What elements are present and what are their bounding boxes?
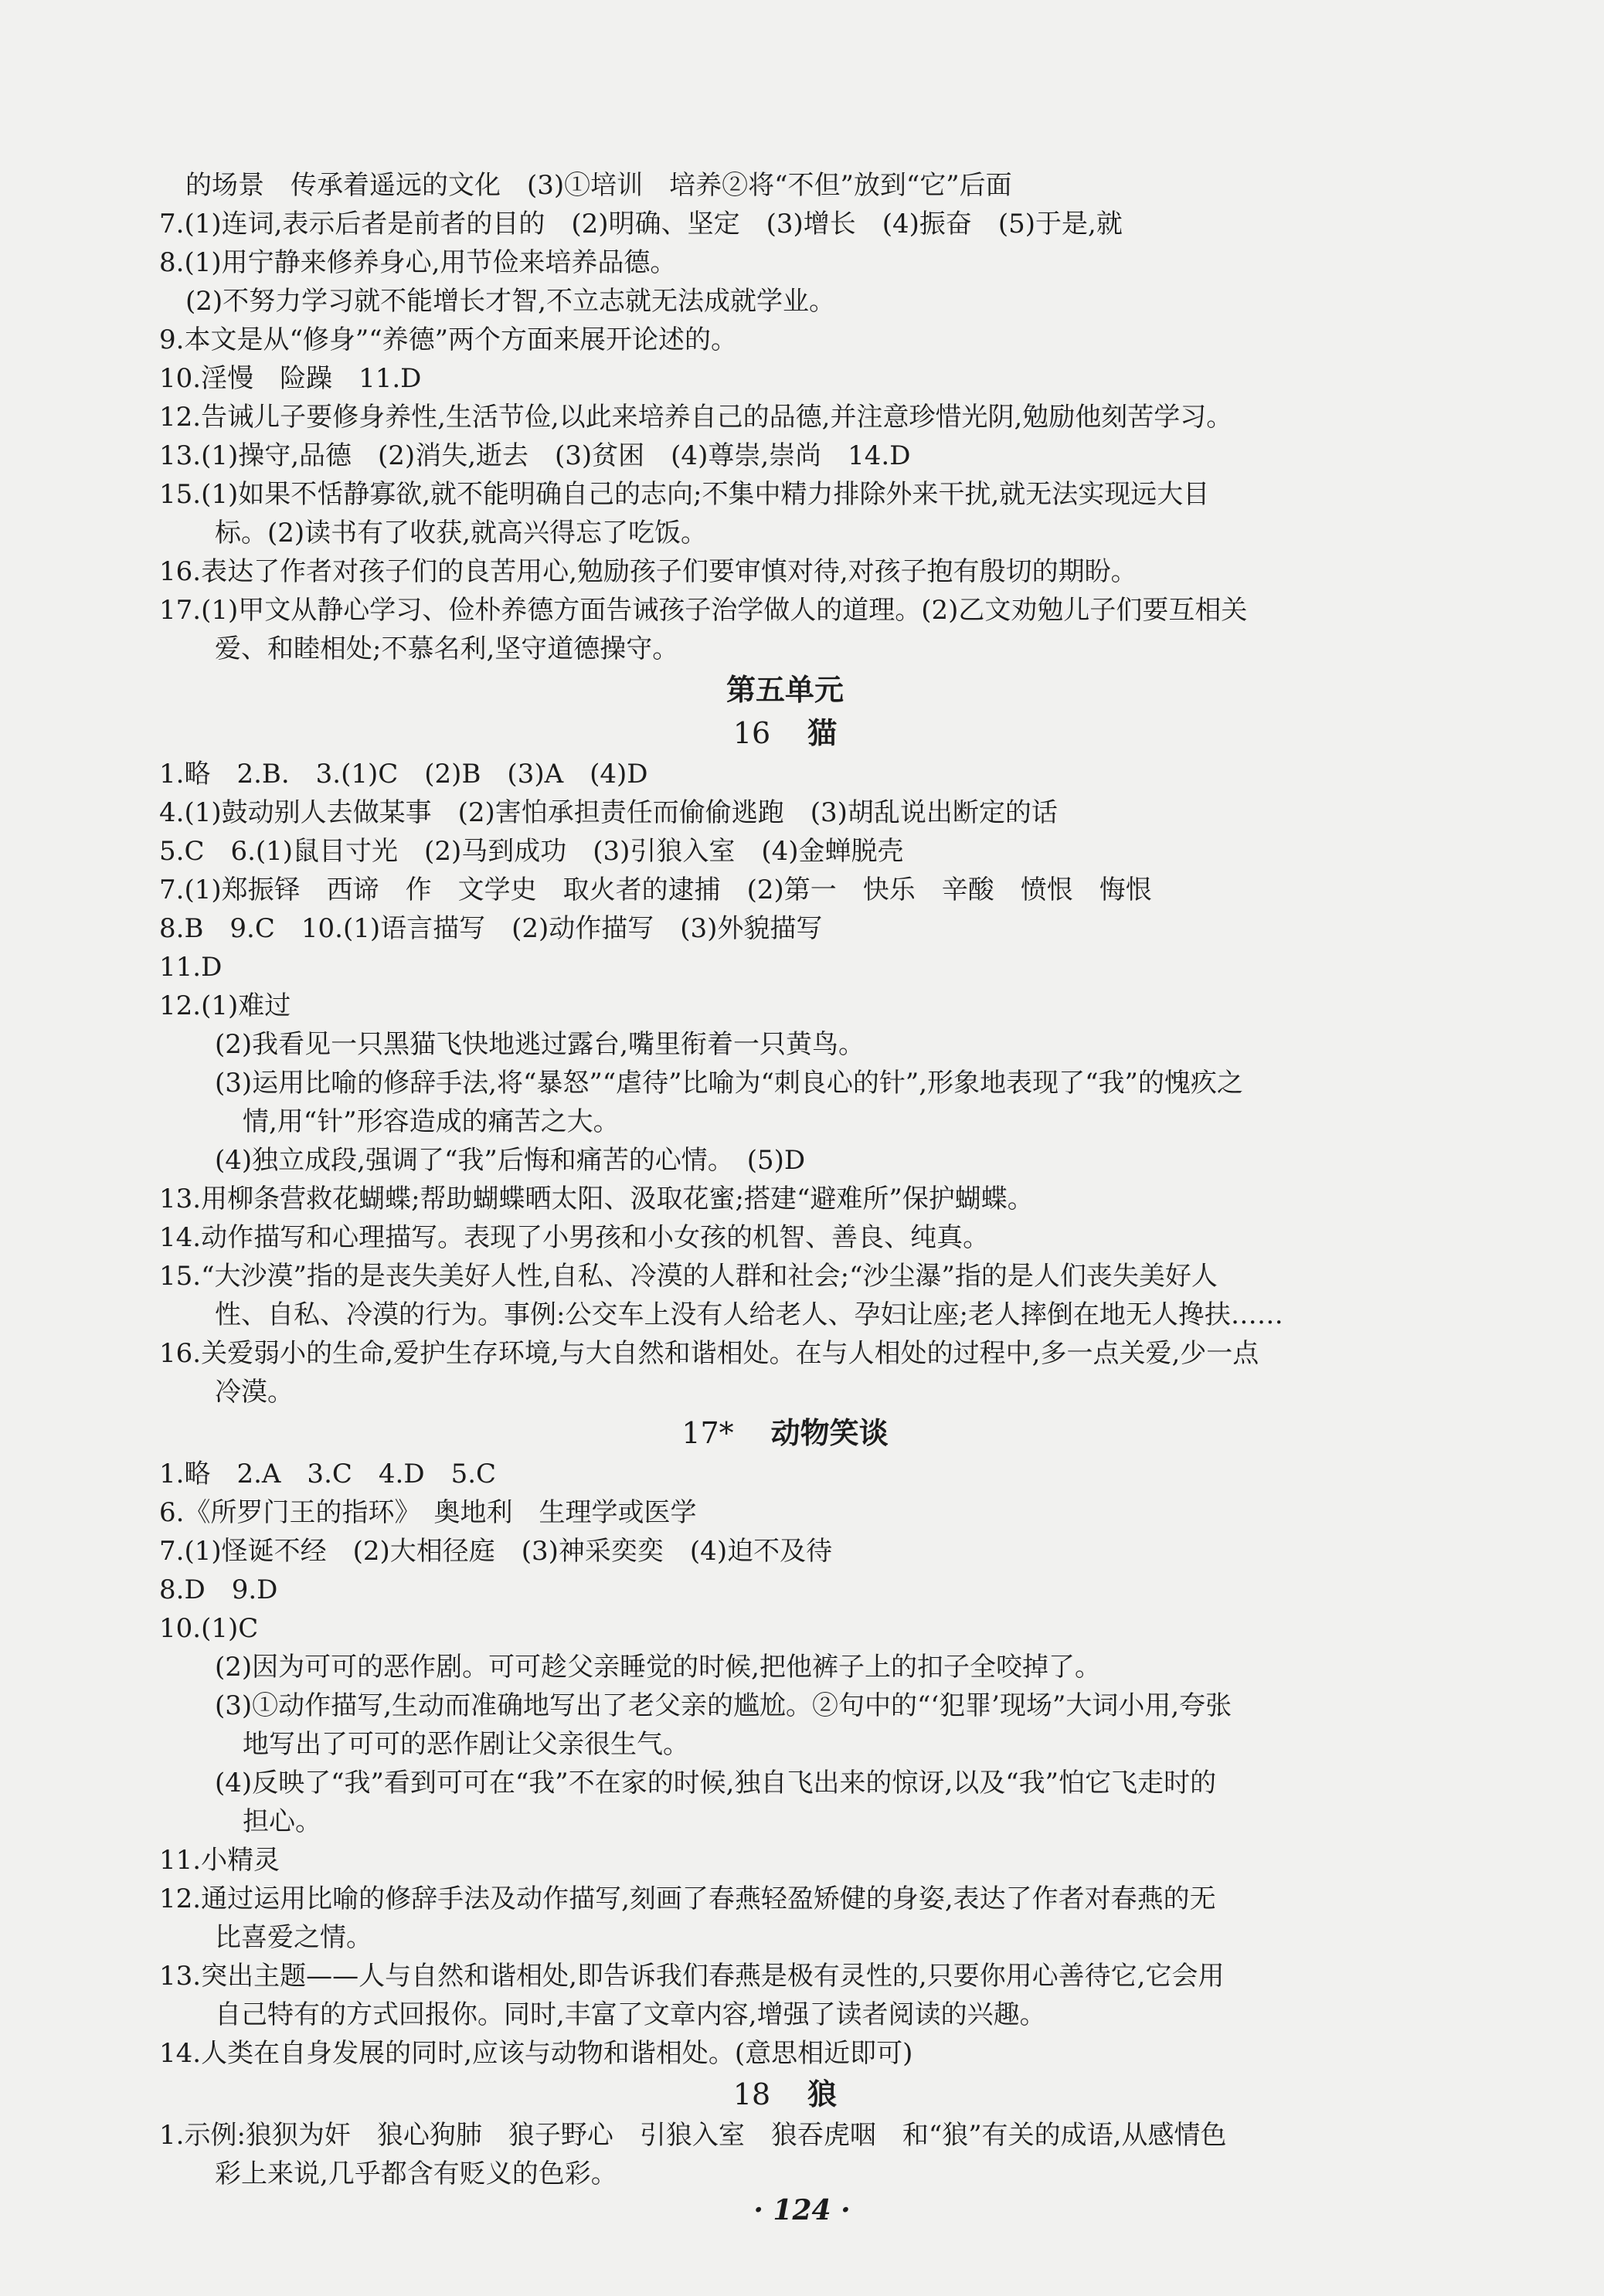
answer-line: 自己特有的方式回报你。同时,丰富了文章内容,增强了读者阅读的兴趣。: [215, 1999, 1046, 2030]
answer-line: 10.淫慢 险躁 11.D: [159, 363, 422, 394]
lesson-title: 狼: [807, 2077, 838, 2111]
answer-line: 情,用“针”形容造成的痛苦之大。: [243, 1106, 620, 1137]
lesson-heading: [159, 2073, 1411, 2116]
answer-line: 爱、和睦相处;不慕名利,坚守道德操守。: [215, 633, 679, 664]
answer-line: 标。(2)读书有了收获,就高兴得忘了吃饭。: [215, 518, 707, 549]
lesson-title: 动物笑谈: [770, 1416, 889, 1450]
answer-line: 15.(1)如果不恬静寡欲,就不能明确自己的志向;不集中精力排除外来干扰,就无法实现远大目: [159, 479, 1210, 510]
answer-line: 8.(1)用宁静来修养身心,用节俭来培养品德。: [159, 247, 677, 278]
answer-line: 9.本文是从“修身”“养德”两个方面来展开论述的。: [159, 324, 737, 355]
answer-line: 16.表达了作者对孩子们的良苦用心,勉励孩子们要审慎对待,对孩子抱有殷切的期盼。: [159, 556, 1137, 587]
answer-line: (4)反映了“我”看到可可在“我”不在家的时候,独自飞出来的惊讶,以及“我”怕它飞走时的: [215, 1768, 1217, 1798]
answer-line: 11.D: [159, 952, 223, 983]
answer-line: 13.用柳条营救花蝴蝶;帮助蝴蝶晒太阳、汲取花蜜;搭建“避难所”保护蝴蝶。: [159, 1184, 1034, 1214]
answer-line: 5.C 6.(1)鼠目寸光 (2)马到成功 (3)引狼入室 (4)金蝉脱壳: [159, 836, 904, 867]
answer-line: 担心。: [243, 1806, 321, 1837]
answer-line: 15.“大沙漠”指的是丧失美好人性,自私、冷漠的人群和社会;“沙尘瀑”指的是人们丧失美好人: [159, 1261, 1218, 1292]
answer-line: (2)不努力学习就不能增长才智,不立志就无法成就学业。: [185, 286, 835, 317]
answer-line: (2)我看见一只黑猫飞快地逃过露台,嘴里衔着一只黄鸟。: [215, 1029, 865, 1060]
answer-line: 8.D 9.D: [159, 1574, 278, 1605]
answer-line: 7.(1)连词,表示后者是前者的目的 (2)明确、坚定 (3)增长 (4)振奋 (5)于是,就: [159, 209, 1123, 239]
answer-line: 12.告诫儿子要修身养性,生活节俭,以此来培养自己的品德,并注意珍惜光阴,勉励他刻苦学习。: [159, 402, 1233, 433]
answer-line: 彩上来说,几乎都含有贬义的色彩。: [215, 2158, 617, 2189]
unit-title: 第五单元: [726, 673, 844, 707]
answer-line: 17.(1)甲文从静心学习、俭朴养德方面告诫孩子治学做人的道理。(2)乙文劝勉儿子们要互相关: [159, 595, 1248, 626]
answer-line: 冷漠。: [215, 1377, 294, 1408]
answer-line: 14.人类在自身发展的同时,应该与动物和谐相处。(意思相近即可): [159, 2038, 913, 2069]
answer-line: (2)因为可可的恶作剧。可可趁父亲睡觉的时候,把他裤子上的扣子全咬掉了。: [215, 1652, 1101, 1683]
answer-line: 13.(1)操守,品德 (2)消失,逝去 (3)贫困 (4)尊崇,崇尚 14.D: [159, 440, 911, 471]
answer-line: 7.(1)郑振铎 西谛 作 文学史 取火者的逮捕 (2)第一 快乐 辛酸 愤恨 悔恨: [159, 875, 1152, 905]
lesson-title: 猫: [807, 716, 838, 750]
lesson-heading: [159, 1411, 1411, 1455]
answer-line: 1.略 2.B. 3.(1)C (2)B (3)A (4)D: [159, 759, 648, 790]
answer-line: 13.突出主题——人与自然和谐相处,即告诉我们春燕是极有灵性的,只要你用心善待它,它会用: [159, 1961, 1225, 1992]
lesson-heading: [159, 712, 1411, 755]
lesson-number: 18: [732, 2077, 771, 2111]
answer-line: 1.略 2.A 3.C 4.D 5.C: [159, 1459, 497, 1489]
answer-line: 比喜爱之情。: [215, 1922, 372, 1953]
answer-line: 4.(1)鼓动别人去做某事 (2)害怕承担责任而偷偷逃跑 (3)胡乱说出断定的话: [159, 797, 1058, 828]
page-content: [159, 166, 1411, 2193]
lesson-number: 17*: [681, 1416, 734, 1450]
answer-line: (3)①动作描写,生动而准确地写出了老父亲的尴尬。②句中的“‘犯罪’现场”大词小用,夸张: [215, 1690, 1232, 1721]
answer-line: 1.示例:狼狈为奸 狼心狗肺 狼子野心 引狼入室 狼吞虎咽 和“狼”有关的成语,从感情色: [159, 2120, 1227, 2151]
answer-line: 11.小精灵: [159, 1845, 280, 1876]
lesson-number: 16: [732, 716, 771, 750]
answer-line: 的场景 传承着遥远的文化 (3)①培训 培养②将“不但”放到“它”后面: [185, 170, 1012, 201]
answer-line: 12.通过运用比喻的修辞手法及动作描写,刻画了春燕轻盈矫健的身姿,表达了作者对春燕的无: [159, 1883, 1216, 1914]
answer-line: 地写出了可可的恶作剧让父亲很生气。: [243, 1729, 689, 1760]
answer-line: 7.(1)怪诞不经 (2)大相径庭 (3)神采奕奕 (4)迫不及待: [159, 1536, 833, 1567]
answer-line: 8.B 9.C 10.(1)语言描写 (2)动作描写 (3)外貌描写: [159, 913, 823, 944]
answer-line: (3)运用比喻的修辞手法,将“暴怒”“虐待”比喻为“刺良心的针”,形象地表现了“我”的愧疚之: [215, 1068, 1243, 1099]
answer-line: 14.动作描写和心理描写。表现了小男孩和小女孩的机智、善良、纯真。: [159, 1222, 990, 1253]
answer-line: 12.(1)难过: [159, 990, 291, 1021]
answer-line: 10.(1)C: [159, 1613, 259, 1644]
answer-line: 性、自私、冷漠的行为。事例:公交车上没有人给老人、孕妇让座;老人摔倒在地无人搀扶……: [215, 1299, 1283, 1330]
answer-line: (4)独立成段,强调了“我”后悔和痛苦的心情。 (5)D: [215, 1145, 806, 1176]
answer-line: 16.关爱弱小的生命,爱护生存环境,与大自然和谐相处。在与人相处的过程中,多一点关爱,少一点: [159, 1338, 1259, 1369]
answer-line: 6.《所罗门王的指环》 奥地利 生理学或医学: [159, 1497, 697, 1528]
page-number: · 124 ·: [753, 2194, 851, 2226]
